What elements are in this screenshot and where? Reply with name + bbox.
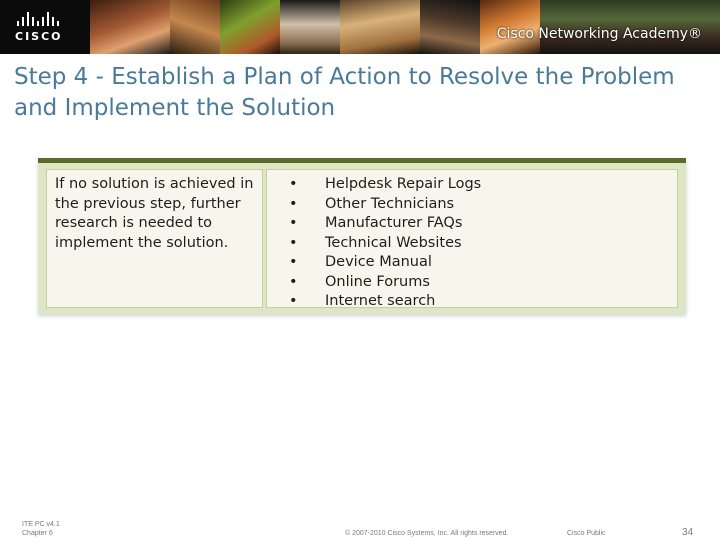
bullet-icon: •: [289, 215, 298, 231]
banner-photo: [90, 0, 170, 54]
bullet-icon: •: [289, 176, 298, 192]
banner-photo: [220, 0, 280, 54]
table-cell-description: [46, 169, 263, 308]
resource-label: Manufacturer FAQs: [325, 215, 463, 231]
banner-photo: [170, 0, 220, 54]
list-item: [289, 234, 677, 254]
resource-label: Helpdesk Repair Logs: [325, 176, 482, 192]
resource-label: Device Manual: [325, 254, 432, 270]
resource-list: [289, 175, 677, 312]
resource-label: Online Forums: [325, 273, 430, 290]
resource-label: Internet search: [325, 293, 436, 309]
list-item: [289, 195, 677, 215]
description-text: If no solution is achieved in the previous step, further research is needed to implement the solution.: [55, 176, 254, 251]
bullet-icon: •: [289, 254, 298, 270]
footer-classification: Cisco Public: [567, 530, 606, 537]
footer-copyright: © 2007-2010 Cisco Systems, Inc. All rights reserved.: [345, 530, 509, 537]
page-number: 34: [682, 527, 694, 538]
list-item: [289, 214, 677, 234]
bullet-icon: •: [289, 234, 298, 251]
banner-photo: [340, 0, 420, 54]
table-cell-resources: [266, 169, 678, 308]
list-item: [289, 253, 677, 273]
cisco-bridge-icon: [17, 10, 67, 26]
list-item: [289, 175, 677, 195]
academy-label: Cisco Networking Academy®: [496, 26, 702, 42]
bullet-icon: •: [289, 195, 298, 212]
bullet-icon: •: [289, 293, 298, 309]
cisco-logo-text: CISCO: [15, 30, 63, 43]
list-item: [289, 292, 677, 312]
bullet-icon: •: [289, 273, 298, 290]
list-item: [289, 273, 677, 293]
footer-course-info: [22, 520, 60, 538]
resource-label: Other Technicians: [325, 195, 455, 212]
cisco-logo: [15, 8, 69, 46]
footer-course: ITE PC v4.1: [22, 521, 60, 528]
banner-photo: [280, 0, 340, 54]
info-table: [38, 158, 686, 314]
slide-title: Step 4 - Establish a Plan of Action to Resolve the Problem and Implement the Solution: [14, 64, 675, 121]
footer-chapter: Chapter 6: [22, 530, 53, 537]
header-banner: [0, 0, 720, 54]
resource-label: Technical Websites: [325, 234, 462, 251]
banner-photo: [420, 0, 480, 54]
